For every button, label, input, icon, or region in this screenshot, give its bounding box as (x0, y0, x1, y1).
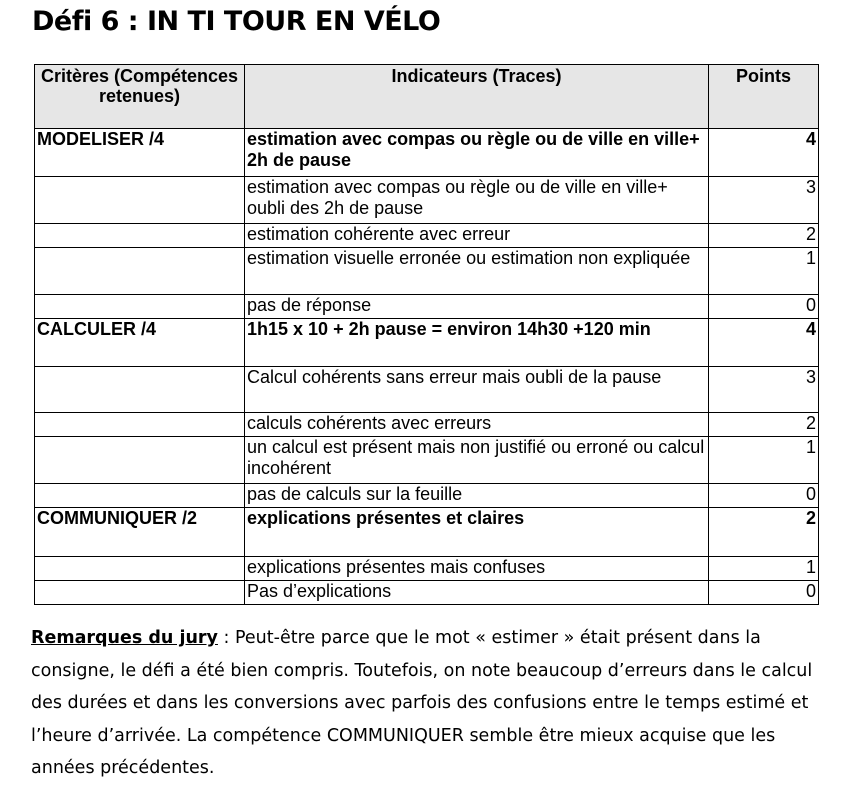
indicator-cell: un calcul est présent mais non justifié ou erroné ou calcul incohérent (245, 437, 709, 484)
header-indicators: Indicateurs (Traces) (245, 65, 709, 129)
criterion-cell (35, 177, 245, 224)
criterion-cell (35, 367, 245, 413)
indicator-cell: estimation cohérente avec erreur (245, 224, 709, 248)
indicator-cell: explications présentes et claires (245, 508, 709, 557)
points-cell: 4 (709, 319, 819, 367)
points-cell: 1 (709, 437, 819, 484)
points-cell: 0 (709, 295, 819, 319)
indicator-cell: estimation avec compas ou règle ou de ville en ville+ oubli des 2h de pause (245, 177, 709, 224)
table-row (35, 319, 819, 367)
points-cell: 0 (709, 484, 819, 508)
criterion-cell (35, 248, 245, 295)
jury-remarks (31, 622, 821, 785)
table-row (35, 581, 819, 605)
indicator-cell: Calcul cohérents sans erreur mais oubli de la pause (245, 367, 709, 413)
table-row (35, 177, 819, 224)
table-row (35, 557, 819, 581)
points-cell: 4 (709, 129, 819, 177)
points-cell: 2 (709, 224, 819, 248)
indicator-cell: estimation avec compas ou règle ou de ville en ville+ 2h de pause (245, 129, 709, 177)
table-row (35, 248, 819, 295)
criterion-cell (35, 437, 245, 484)
criterion-cell: MODELISER /4 (35, 129, 245, 177)
table-header-row (35, 65, 819, 129)
remarks-text: : Peut-être parce que le mot « estimer » était présent dans la consigne, le défi a été bien compris. Toutefois, on note beaucoup d’erreurs dans le calcul des durées et dans les conversions avec parfois des confusions entre le temps estimé et l’heure d’arrivée. La compétence COMMUNIQUER semble être mieux acquise que les années précédentes. (31, 628, 813, 778)
indicator-cell: pas de calculs sur la feuille (245, 484, 709, 508)
points-cell: 2 (709, 413, 819, 437)
indicator-cell: estimation visuelle erronée ou estimation non expliquée (245, 248, 709, 295)
table-row (35, 224, 819, 248)
criterion-cell (35, 413, 245, 437)
indicator-cell: Pas d’explications (245, 581, 709, 605)
evaluation-table (34, 64, 819, 605)
table-row (35, 129, 819, 177)
indicator-cell: calculs cohérents avec erreurs (245, 413, 709, 437)
criterion-cell: CALCULER /4 (35, 319, 245, 367)
table-row (35, 295, 819, 319)
table-row (35, 367, 819, 413)
criterion-cell (35, 224, 245, 248)
points-cell: 3 (709, 367, 819, 413)
points-cell: 2 (709, 508, 819, 557)
points-cell: 3 (709, 177, 819, 224)
points-cell: 0 (709, 581, 819, 605)
header-criteria: Critères (Compétences retenues) (35, 65, 245, 129)
criterion-cell (35, 557, 245, 581)
remarks-label: Remarques du jury (31, 628, 218, 648)
header-points: Points (709, 65, 819, 129)
criterion-cell (35, 484, 245, 508)
table-row (35, 484, 819, 508)
criterion-cell: COMMUNIQUER /2 (35, 508, 245, 557)
criterion-cell (35, 295, 245, 319)
indicator-cell: 1h15 x 10 + 2h pause = environ 14h30 +120 min (245, 319, 709, 367)
points-cell: 1 (709, 248, 819, 295)
page-title: Défi 6 : IN TI TOUR EN VÉLO (32, 6, 441, 37)
table-row (35, 508, 819, 557)
points-cell: 1 (709, 557, 819, 581)
indicator-cell: pas de réponse (245, 295, 709, 319)
table-row (35, 437, 819, 484)
criterion-cell (35, 581, 245, 605)
indicator-cell: explications présentes mais confuses (245, 557, 709, 581)
table-row (35, 413, 819, 437)
